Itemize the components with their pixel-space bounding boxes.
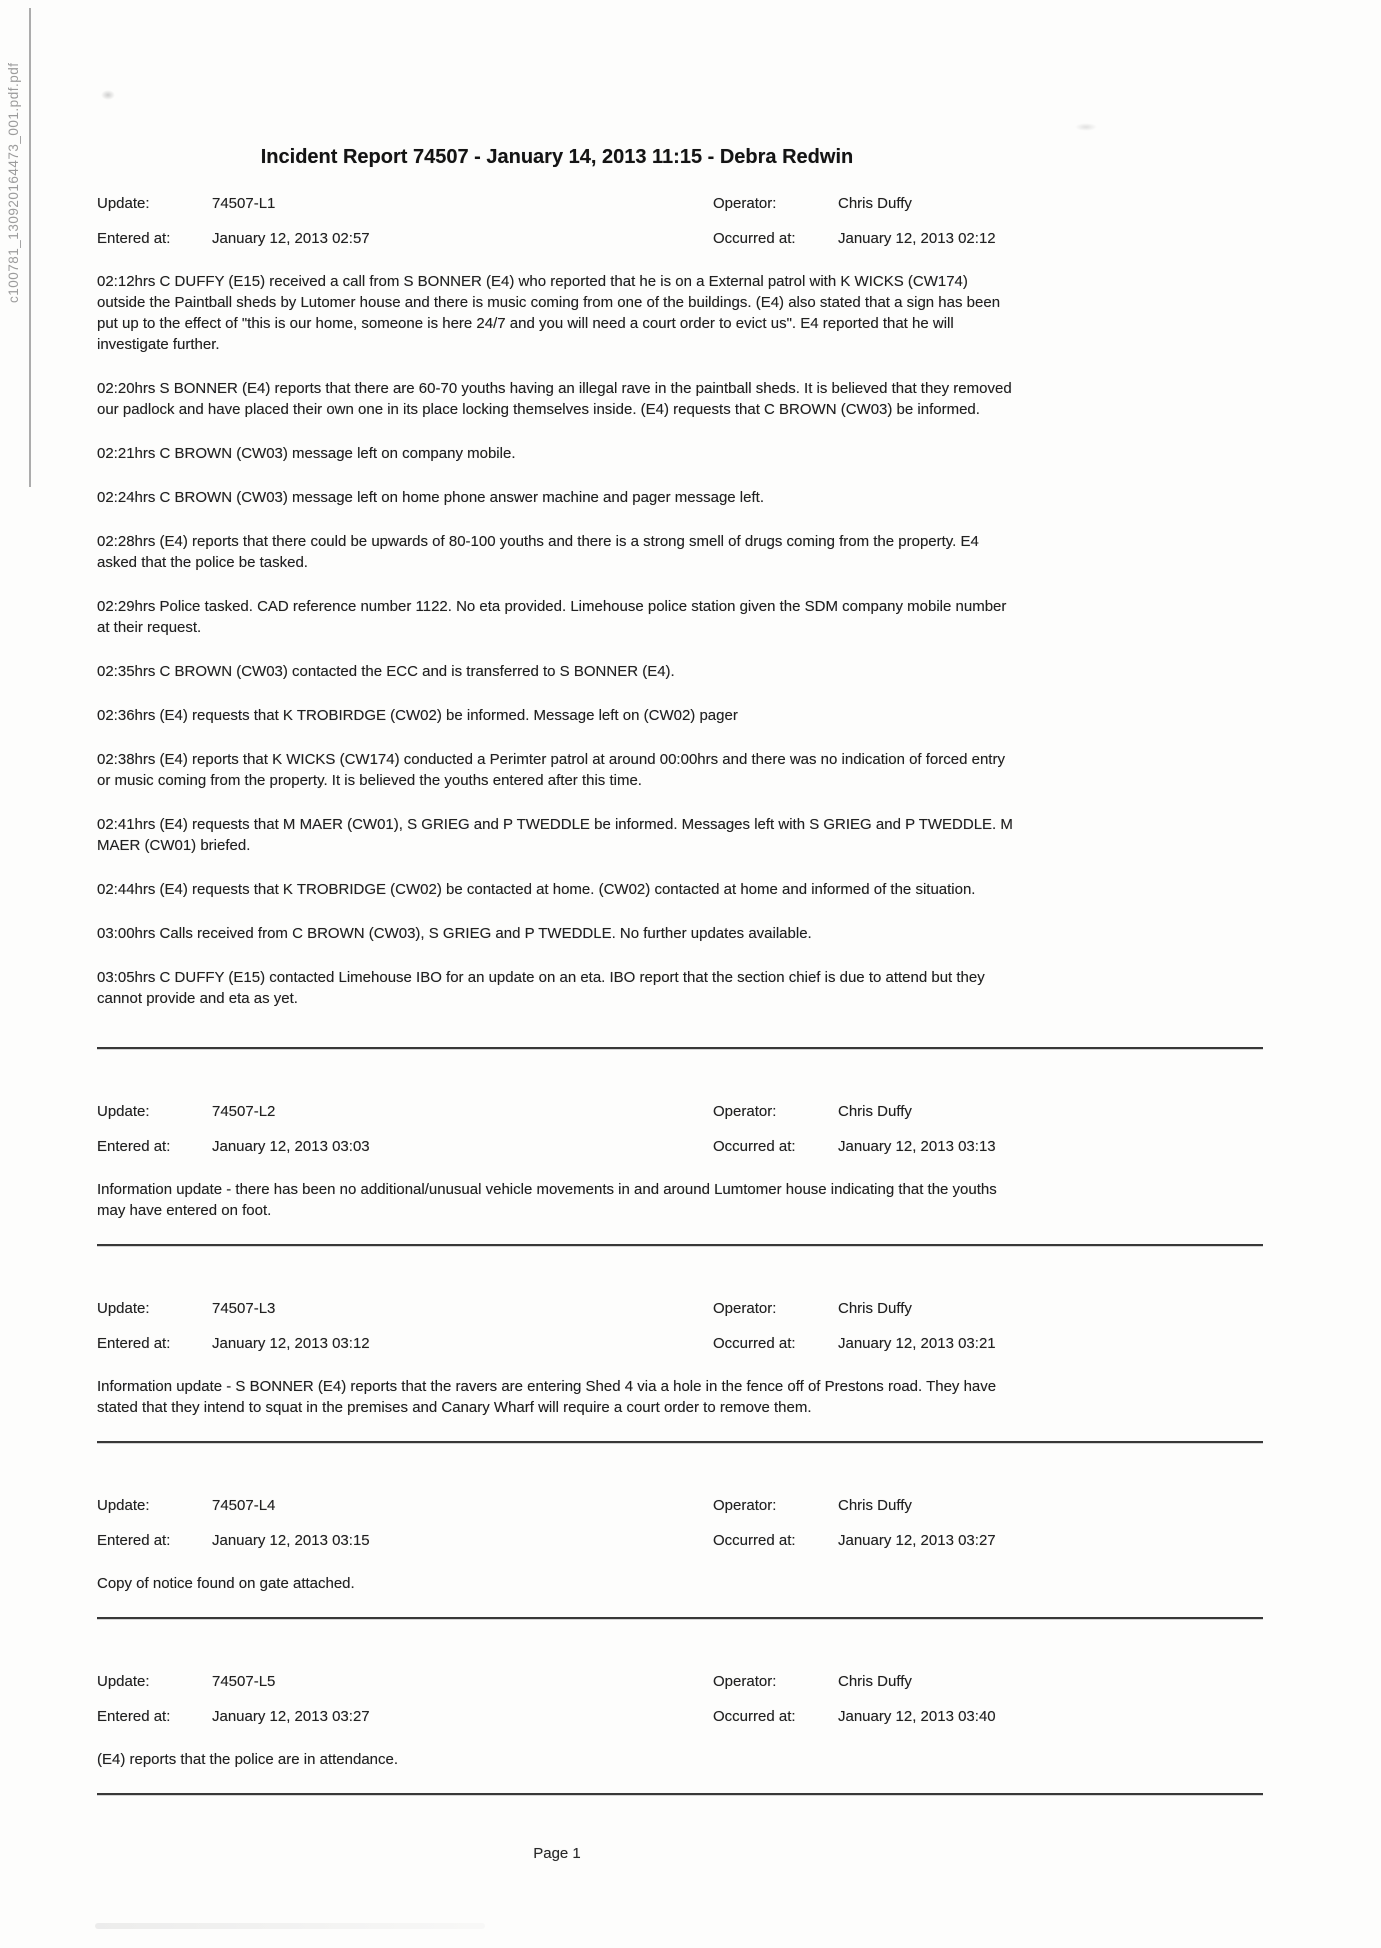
update-id: 74507-L2 [212,1103,276,1120]
occurred-at-label: Occurred at: [713,1708,796,1725]
update-body [97,1376,1017,1418]
section-divider [97,1617,1263,1619]
update-paragraph: 02:35hrs C BROWN (CW03) contacted the ECC and is transferred to S BONNER (E4). [97,663,675,680]
entered-at-label: Entered at: [97,1138,171,1155]
entered-at-label: Entered at: [97,1708,171,1725]
section-divider [97,1793,1263,1795]
update-label: Update: [97,1300,150,1317]
updates-list [97,193,1017,1795]
entered-at-value: January 12, 2013 03:15 [212,1532,370,1549]
update-header-fields [97,1495,1017,1551]
operator-value: Chris Duffy [838,1103,912,1120]
update-paragraph: 02:38hrs (E4) reports that K WICKS (CW174) conducted a Perimter patrol at around 00:00hrs and there was no indication of forced entry or music coming from the property. It is believed the youths entered after this time. [97,751,1005,789]
entered-at-value: January 12, 2013 03:27 [212,1708,370,1725]
section-divider [97,1441,1263,1443]
operator-label: Operator: [713,1300,777,1317]
update-body [97,1573,1017,1594]
update-id: 74507-L4 [212,1497,276,1514]
entered-at-label: Entered at: [97,1335,171,1352]
update-paragraph: 02:36hrs (E4) requests that K TROBIRDGE (CW02) be informed. Message left on (CW02) pager [97,707,738,724]
entered-at-label: Entered at: [97,230,171,247]
operator-value: Chris Duffy [838,1300,912,1317]
update-section [97,193,1017,1049]
occurred-at-value: January 12, 2013 03:27 [838,1532,996,1549]
update-label: Update: [97,195,150,212]
update-paragraph: 03:05hrs C DUFFY (E15) contacted Limehouse IBO for an update on an eta. IBO report that the section chief is due to attend but they cannot provide and eta as yet. [97,969,985,1007]
entered-at-label: Entered at: [97,1532,171,1549]
section-divider [97,1244,1263,1246]
update-section [97,1495,1017,1619]
entered-at-value: January 12, 2013 03:03 [212,1138,370,1155]
operator-label: Operator: [713,1497,777,1514]
update-id: 74507-L1 [212,195,276,212]
update-label: Update: [97,1103,150,1120]
occurred-at-label: Occurred at: [713,230,796,247]
operator-label: Operator: [713,1673,777,1690]
page-title: Incident Report 74507 - January 14, 2013 11:15 - Debra Redwin [260,146,854,168]
occurred-at-value: January 12, 2013 02:12 [838,230,996,247]
entered-at-value: January 12, 2013 03:12 [212,1335,370,1352]
page-number: Page 1 [533,1845,581,1862]
occurred-at-value: January 12, 2013 03:13 [838,1138,996,1155]
operator-value: Chris Duffy [838,195,912,212]
scan-artifact [101,90,115,100]
update-id: 74507-L3 [212,1300,276,1317]
update-paragraph: 02:24hrs C BROWN (CW03) message left on home phone answer machine and pager message left. [97,489,764,506]
update-paragraph: 02:21hrs C BROWN (CW03) message left on company mobile. [97,445,516,462]
update-paragraph: Information update - S BONNER (E4) reports that the ravers are entering Shed 4 via a hole in the fence off of Prestons road. They have stated that they intend to squat in the premises and Canary Wharf will require a court order to remove them. [97,1378,997,1416]
update-id: 74507-L5 [212,1673,276,1690]
update-paragraph: 02:12hrs C DUFFY (E15) received a call from S BONNER (E4) who reported that he is on a External patrol with K WICKS (CW174) outside the Paintball sheds by Lutomer house and there is music coming from one of the buildings. (E4) also stated that a sign has been put up to the effect of "this is our home, someone is here 24/7 and you will need a court order to evict us". E4 reported that he will investigate further. [97,273,1001,353]
occurred-at-label: Occurred at: [713,1138,796,1155]
update-section [97,1298,1017,1443]
occurred-at-label: Occurred at: [713,1335,796,1352]
update-paragraph: 02:20hrs S BONNER (E4) reports that there are 60-70 youths having an illegal rave in the paintball sheds. It is believed that they removed our padlock and have placed their own one in its place locking themselves inside. (E4) requests that C BROWN (CW03) be informed. [97,380,1012,418]
scan-artifact [1075,123,1097,131]
update-label: Update: [97,1497,150,1514]
operator-value: Chris Duffy [838,1497,912,1514]
occurred-at-value: January 12, 2013 03:21 [838,1335,996,1352]
update-paragraph: (E4) reports that the police are in attendance. [97,1751,399,1768]
scan-margin-line [29,8,31,487]
update-header-fields [97,1298,1017,1354]
update-header-fields [97,1671,1017,1727]
update-header-fields [97,1101,1017,1157]
report-content [97,147,1017,1862]
update-header-fields [97,193,1017,249]
update-section [97,1671,1017,1795]
section-divider [97,1047,1263,1049]
scan-filename-label: c100781_130920164473_001.pdf.pdf [6,62,21,303]
operator-label: Operator: [713,195,777,212]
entered-at-value: January 12, 2013 02:57 [212,230,370,247]
operator-label: Operator: [713,1103,777,1120]
update-paragraph: 03:00hrs Calls received from C BROWN (CW03), S GRIEG and P TWEDDLE. No further updates available. [97,925,812,942]
update-body [97,271,1017,1009]
scan-artifact [95,1923,485,1929]
update-paragraph: 02:28hrs (E4) reports that there could be upwards of 80-100 youths and there is a strong smell of drugs coming from the property. E4 asked that the police be tasked. [97,533,979,571]
occurred-at-label: Occurred at: [713,1532,796,1549]
update-section [97,1101,1017,1246]
update-paragraph: Information update - there has been no additional/unusual vehicle movements in and around Lumtomer house indicating that the youths may have entered on foot. [97,1181,997,1219]
update-body [97,1179,1017,1221]
update-body [97,1749,1017,1770]
update-label: Update: [97,1673,150,1690]
occurred-at-value: January 12, 2013 03:40 [838,1708,996,1725]
update-paragraph: Copy of notice found on gate attached. [97,1575,355,1592]
update-paragraph: 02:41hrs (E4) requests that M MAER (CW01), S GRIEG and P TWEDDLE be informed. Messages left with S GRIEG and P TWEDDLE. M MAER (CW01) briefed. [97,816,1013,854]
update-paragraph: 02:29hrs Police tasked. CAD reference number 1122. No eta provided. Limehouse police station given the SDM company mobile number at their request. [97,598,1007,636]
update-paragraph: 02:44hrs (E4) requests that K TROBRIDGE (CW02) be contacted at home. (CW02) contacted at home and informed of the situation. [97,881,976,898]
operator-value: Chris Duffy [838,1673,912,1690]
